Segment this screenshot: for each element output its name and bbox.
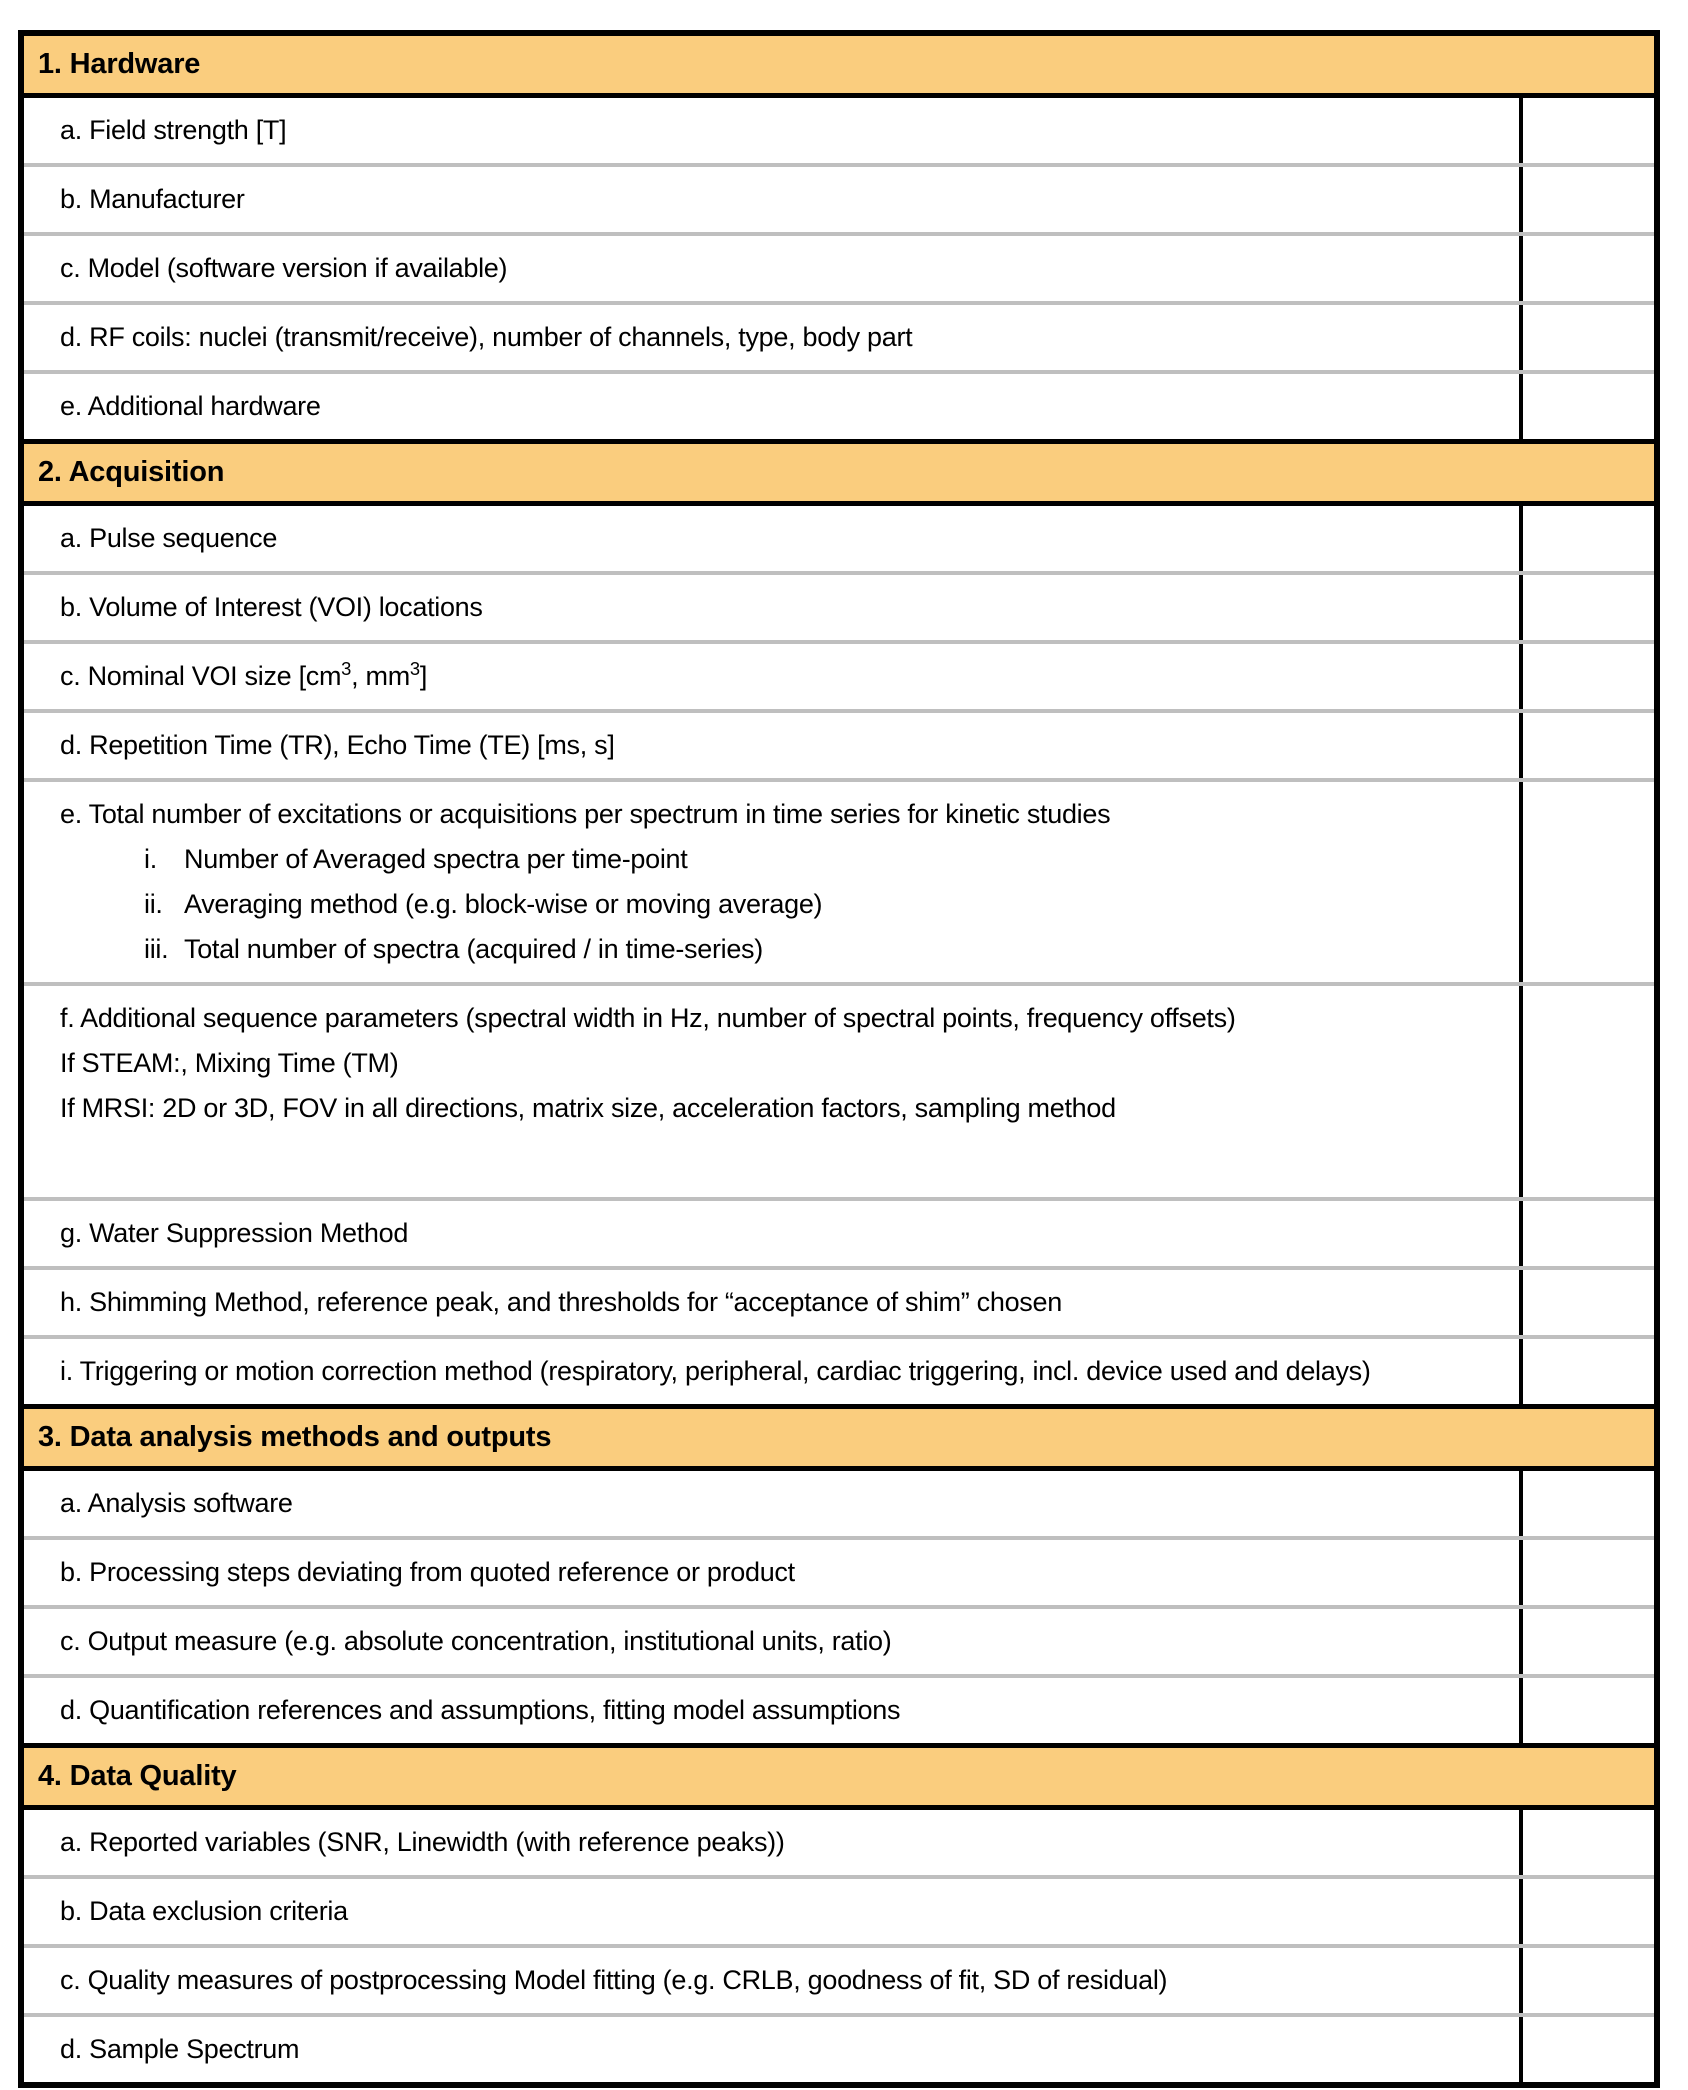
item-line — [60, 1086, 1495, 1131]
item-text: b. Manufacturer — [60, 184, 245, 214]
table-row — [24, 167, 1654, 236]
table-row — [24, 575, 1654, 644]
response-cell[interactable] — [1523, 1678, 1654, 1743]
response-cell[interactable] — [1523, 644, 1654, 709]
item-cell — [24, 575, 1523, 640]
response-cell[interactable] — [1523, 1339, 1654, 1404]
item-line — [60, 1619, 1495, 1664]
list-marker: iii. — [144, 934, 169, 964]
item-line — [60, 384, 1495, 429]
response-cell[interactable] — [1523, 98, 1654, 163]
superscript-text: 3 — [409, 658, 420, 679]
item-line — [60, 1688, 1495, 1733]
item-cell — [24, 1339, 1523, 1404]
item-line — [60, 315, 1495, 360]
item-line — [60, 996, 1495, 1041]
table-row — [24, 1471, 1654, 1540]
item-cell — [24, 1201, 1523, 1266]
table-row — [24, 644, 1654, 713]
response-cell[interactable] — [1523, 1609, 1654, 1674]
section-title: 4. Data Quality — [38, 1759, 237, 1792]
table-row — [24, 1810, 1654, 1879]
sub-item-line — [60, 837, 1495, 882]
item-line — [60, 1041, 1495, 1086]
item-text: h. Shimming Method, reference peak, and thresholds for “acceptance of shim” chosen — [60, 1287, 1062, 1317]
item-text: d. Repetition Time (TR), Echo Time (TE) [ms, s] — [60, 730, 615, 760]
item-line — [60, 1349, 1495, 1394]
item-text: d. RF coils: nuclei (transmit/receive), number of channels, type, body part — [60, 322, 913, 352]
item-text: c. Model (software version if available) — [60, 253, 508, 283]
item-text: f. Additional sequence parameters (spectral width in Hz, number of spectral points, frequency offsets) — [60, 1003, 1236, 1033]
response-cell[interactable] — [1523, 167, 1654, 232]
item-text: i. Triggering or motion correction method (respiratory, peripheral, cardiac triggering, incl. device used and delays) — [60, 1356, 1371, 1386]
table-row — [24, 1270, 1654, 1339]
item-text: a. Pulse sequence — [60, 523, 278, 553]
item-line — [60, 654, 1495, 699]
response-cell[interactable] — [1523, 1879, 1654, 1944]
sub-item-line — [60, 927, 1495, 972]
item-text: g. Water Suppression Method — [60, 1218, 409, 1248]
table-row — [24, 1678, 1654, 1743]
response-cell[interactable] — [1523, 782, 1654, 982]
item-line — [60, 177, 1495, 222]
table-row — [24, 1948, 1654, 2017]
table-row — [24, 236, 1654, 305]
section-header — [24, 1404, 1654, 1471]
item-cell — [24, 986, 1523, 1197]
table-row — [24, 1609, 1654, 1678]
item-line — [60, 1820, 1495, 1865]
item-cell — [24, 782, 1523, 982]
response-cell[interactable] — [1523, 1471, 1654, 1536]
item-text: a. Reported variables (SNR, Linewidth (with reference peaks)) — [60, 1827, 785, 1857]
item-line — [60, 1889, 1495, 1934]
table-row — [24, 305, 1654, 374]
item-cell — [24, 167, 1523, 232]
table-row — [24, 2017, 1654, 2082]
item-line — [60, 585, 1495, 630]
section-rows — [24, 506, 1654, 1404]
item-text: Number of Averaged spectra per time-point — [184, 844, 688, 874]
sub-item-line — [60, 882, 1495, 927]
item-text: b. Data exclusion criteria — [60, 1896, 348, 1926]
item-cell — [24, 1471, 1523, 1536]
item-cell — [24, 1879, 1523, 1944]
item-cell — [24, 1540, 1523, 1605]
list-marker: i. — [144, 844, 157, 874]
response-cell[interactable] — [1523, 2017, 1654, 2082]
item-cell — [24, 98, 1523, 163]
table-row — [24, 1879, 1654, 1948]
item-line — [60, 2027, 1495, 2072]
item-line — [60, 1550, 1495, 1595]
response-cell[interactable] — [1523, 1948, 1654, 2013]
item-line — [60, 1958, 1495, 2003]
item-cell — [24, 1270, 1523, 1335]
section-title: 1. Hardware — [38, 47, 201, 80]
checklist-table — [18, 30, 1660, 2088]
item-cell — [24, 374, 1523, 439]
table-section — [24, 36, 1654, 439]
item-text: If STEAM:, Mixing Time (TM) — [60, 1048, 399, 1078]
section-header — [24, 439, 1654, 506]
table-row — [24, 98, 1654, 167]
section-rows — [24, 98, 1654, 439]
table-row — [24, 374, 1654, 439]
item-text: , mm — [351, 661, 410, 691]
item-text: c. Nominal VOI size [cm — [60, 661, 342, 691]
item-cell — [24, 713, 1523, 778]
item-cell — [24, 2017, 1523, 2082]
response-cell[interactable] — [1523, 374, 1654, 439]
response-cell[interactable] — [1523, 506, 1654, 571]
item-cell — [24, 236, 1523, 301]
table-row — [24, 1540, 1654, 1609]
item-cell — [24, 644, 1523, 709]
item-text: c. Output measure (e.g. absolute concentration, institutional units, ratio) — [60, 1626, 892, 1656]
item-text: a. Field strength [T] — [60, 115, 287, 145]
response-cell[interactable] — [1523, 713, 1654, 778]
item-line — [60, 792, 1495, 837]
response-cell[interactable] — [1523, 1270, 1654, 1335]
item-cell — [24, 1678, 1523, 1743]
item-text: c. Quality measures of postprocessing Model fitting (e.g. CRLB, goodness of fit, SD of residual) — [60, 1965, 1168, 1995]
table-row — [24, 1339, 1654, 1404]
item-text: ] — [419, 661, 428, 691]
response-cell[interactable] — [1523, 1201, 1654, 1266]
item-text: Averaging method (e.g. block-wise or moving average) — [184, 889, 823, 919]
list-marker: ii. — [144, 889, 163, 919]
item-text: e. Additional hardware — [60, 391, 321, 421]
response-cell[interactable] — [1523, 986, 1654, 1197]
table-section — [24, 439, 1654, 1404]
item-line — [60, 108, 1495, 153]
section-title: 2. Acquisition — [38, 455, 225, 488]
item-text: b. Volume of Interest (VOI) locations — [60, 592, 483, 622]
item-line — [60, 246, 1495, 291]
table-row — [24, 713, 1654, 782]
item-cell — [24, 506, 1523, 571]
item-text: d. Quantification references and assumptions, fitting model assumptions — [60, 1695, 901, 1725]
table-row — [24, 782, 1654, 986]
superscript-text: 3 — [341, 658, 352, 679]
response-cell[interactable] — [1523, 305, 1654, 370]
item-cell — [24, 305, 1523, 370]
item-text: a. Analysis software — [60, 1488, 293, 1518]
item-line — [60, 1211, 1495, 1256]
item-line — [60, 1280, 1495, 1325]
item-cell — [24, 1609, 1523, 1674]
item-text: d. Sample Spectrum — [60, 2034, 300, 2064]
response-cell[interactable] — [1523, 575, 1654, 640]
item-line — [60, 1481, 1495, 1526]
section-rows — [24, 1810, 1654, 2082]
table-section — [24, 1743, 1654, 2082]
section-title: 3. Data analysis methods and outputs — [38, 1420, 552, 1453]
item-text: b. Processing steps deviating from quoted reference or product — [60, 1557, 795, 1587]
item-text: e. Total number of excitations or acquisitions per spectrum in time series for kinetic studies — [60, 799, 1111, 829]
section-rows — [24, 1471, 1654, 1743]
item-cell — [24, 1810, 1523, 1875]
item-line — [60, 723, 1495, 768]
item-text: Total number of spectra (acquired / in time-series) — [184, 934, 763, 964]
item-line — [60, 516, 1495, 561]
table-row — [24, 506, 1654, 575]
table-section — [24, 1404, 1654, 1743]
response-cell[interactable] — [1523, 1540, 1654, 1605]
response-cell[interactable] — [1523, 1810, 1654, 1875]
section-header — [24, 36, 1654, 98]
table-row — [24, 1201, 1654, 1270]
table-row — [24, 986, 1654, 1201]
item-cell — [24, 1948, 1523, 2013]
response-cell[interactable] — [1523, 236, 1654, 301]
item-text: If MRSI: 2D or 3D, FOV in all directions, matrix size, acceleration factors, sampling method — [60, 1093, 1116, 1123]
section-header — [24, 1743, 1654, 1810]
